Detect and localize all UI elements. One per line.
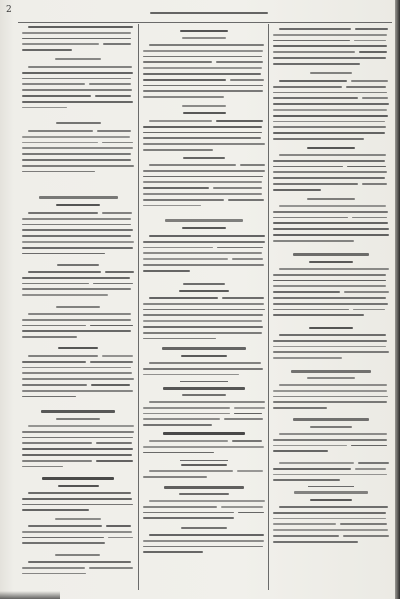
text-line [22, 330, 131, 332]
text-line [149, 440, 228, 442]
text-line [143, 241, 265, 243]
section-heading [164, 486, 244, 489]
text-line [273, 351, 389, 353]
text-line [102, 142, 133, 144]
text-line [28, 355, 98, 357]
text-line [22, 466, 63, 468]
text-line [279, 28, 351, 30]
text-line [28, 271, 101, 273]
text-line [143, 181, 262, 183]
text-line [143, 50, 263, 52]
text-line [273, 92, 387, 94]
text-line [358, 462, 389, 464]
text-line [143, 85, 263, 87]
text-line [355, 468, 386, 470]
text-line [273, 222, 388, 224]
text-line [273, 63, 360, 65]
text-line [273, 57, 386, 59]
text-line [143, 247, 213, 249]
text-line [22, 390, 133, 392]
section-heading [182, 394, 226, 396]
text-line [143, 424, 212, 426]
text-line [143, 506, 217, 508]
text-line [359, 51, 387, 53]
text-line [273, 396, 388, 398]
text-line [22, 159, 131, 161]
text-line [273, 40, 350, 42]
text-line [273, 109, 387, 111]
text-line [22, 361, 86, 363]
text-line [273, 535, 339, 537]
text-line [273, 189, 321, 191]
text-line [106, 525, 132, 527]
text-line [90, 325, 133, 327]
section-heading [310, 72, 352, 74]
text-line [143, 476, 207, 478]
text-line [232, 258, 263, 260]
text-line [22, 247, 133, 249]
text-line [96, 442, 132, 444]
section-rule [180, 460, 229, 461]
text-line [273, 183, 358, 185]
text-line [143, 320, 262, 322]
text-line [273, 346, 386, 348]
text-line [22, 229, 133, 231]
text-line [22, 277, 130, 279]
section-heading [57, 264, 99, 266]
text-line [273, 234, 389, 236]
section-heading [293, 253, 369, 256]
text-line [28, 66, 132, 68]
text-line [22, 32, 131, 34]
section-heading [294, 491, 367, 494]
text-line [143, 176, 263, 178]
text-line [273, 240, 354, 242]
text-line [354, 40, 386, 42]
text-line [22, 171, 95, 173]
text-line [273, 274, 386, 276]
text-line [143, 517, 234, 519]
text-line [353, 309, 385, 311]
text-line [143, 270, 190, 272]
text-line [22, 147, 133, 149]
text-line [143, 56, 262, 58]
text-line [22, 319, 131, 321]
text-line [143, 258, 228, 260]
text-line [273, 291, 340, 293]
text-line [273, 474, 387, 476]
text-line [22, 336, 77, 338]
text-line [22, 378, 134, 380]
section-heading [39, 196, 118, 199]
text-line [22, 241, 134, 243]
scan-edge-right [395, 0, 400, 599]
text-line [89, 83, 131, 85]
text-line [273, 450, 328, 452]
text-line [273, 390, 387, 392]
text-line [95, 95, 131, 97]
text-line [28, 492, 131, 494]
section-heading [163, 387, 245, 390]
text-line [279, 384, 387, 386]
text-line [22, 372, 132, 374]
text-line [273, 115, 388, 117]
text-line [347, 166, 386, 168]
text-line [149, 297, 218, 299]
text-line [22, 49, 72, 51]
text-line [143, 170, 265, 172]
text-line [28, 525, 102, 527]
text-line [28, 313, 131, 315]
text-line [22, 95, 91, 97]
section-heading [55, 518, 101, 520]
text-line [279, 154, 386, 156]
text-line [279, 268, 389, 270]
section-heading [293, 418, 370, 421]
text-line [273, 211, 388, 213]
text-line [279, 433, 387, 435]
text-line [103, 43, 131, 45]
section-heading [310, 499, 353, 501]
text-line [351, 445, 386, 447]
text-line [28, 26, 133, 28]
section-heading [163, 432, 246, 435]
text-line [93, 283, 133, 285]
text-line [273, 541, 358, 543]
text-line [22, 431, 134, 433]
text-line [22, 531, 132, 533]
text-line [355, 28, 388, 30]
section-heading [55, 58, 102, 60]
text-line [273, 529, 388, 531]
text-line [22, 437, 133, 439]
section-heading [307, 147, 354, 149]
text-line [143, 303, 264, 305]
text-line [149, 362, 261, 364]
text-line [96, 460, 133, 462]
text-line [273, 439, 387, 441]
section-heading [165, 219, 243, 222]
text-line [149, 235, 265, 237]
section-heading [183, 112, 226, 114]
text-line [279, 506, 388, 508]
text-line [143, 96, 224, 98]
text-line [105, 271, 134, 273]
text-line [22, 367, 131, 369]
column-divider [268, 24, 269, 590]
text-line [343, 535, 389, 537]
text-line [143, 79, 226, 81]
text-line [143, 252, 262, 254]
text-line [143, 193, 262, 195]
text-line [22, 396, 76, 398]
text-line [22, 78, 131, 80]
text-line [273, 171, 387, 173]
text-line [108, 537, 134, 539]
text-line [221, 506, 262, 508]
text-line [22, 235, 131, 237]
text-line [22, 218, 131, 220]
text-line [149, 534, 264, 536]
text-line [237, 470, 263, 472]
text-line [97, 130, 132, 132]
text-line [89, 567, 133, 569]
section-heading [56, 122, 101, 124]
text-line [22, 142, 98, 144]
text-line [22, 294, 108, 296]
text-line [143, 446, 264, 448]
text-line [273, 518, 386, 520]
text-line [22, 224, 131, 226]
header-rule [18, 22, 392, 23]
text-line [143, 338, 216, 340]
text-line [216, 120, 263, 122]
text-line [273, 512, 386, 514]
section-heading [181, 355, 227, 357]
text-line [143, 540, 264, 542]
column-divider [138, 24, 139, 590]
text-line [228, 199, 264, 201]
text-line [273, 479, 340, 481]
text-line [273, 303, 388, 305]
section-heading [307, 377, 355, 379]
text-line [143, 368, 263, 370]
text-line [362, 183, 387, 185]
text-line [143, 309, 265, 311]
text-line [362, 97, 388, 99]
text-line [28, 561, 131, 563]
text-line [213, 187, 262, 189]
text-line [234, 413, 262, 415]
text-line [273, 121, 385, 123]
text-line [22, 504, 133, 506]
text-line [273, 401, 387, 403]
text-line [238, 512, 265, 514]
text-line [279, 334, 386, 336]
text-line [224, 418, 264, 420]
text-line [22, 448, 133, 450]
text-line [273, 132, 385, 134]
text-line [143, 452, 214, 454]
text-line [143, 326, 263, 328]
text-line [143, 546, 263, 548]
text-line [273, 228, 389, 230]
text-line [22, 43, 99, 45]
section-heading [182, 227, 226, 229]
text-line [143, 418, 220, 420]
text-line [273, 468, 351, 470]
text-line [216, 61, 263, 63]
text-line [273, 297, 386, 299]
text-line [143, 199, 224, 201]
text-line [143, 143, 265, 145]
text-line [22, 83, 85, 85]
text-line [22, 537, 104, 539]
text-line [143, 512, 234, 514]
text-line [143, 332, 262, 334]
section-heading [181, 527, 227, 529]
text-line [351, 80, 389, 82]
text-line [240, 164, 265, 166]
text-line [143, 205, 201, 207]
section-heading [179, 493, 228, 495]
text-line [22, 89, 132, 91]
text-line [149, 120, 212, 122]
text-line [22, 101, 133, 103]
text-line [273, 34, 387, 36]
text-line [143, 264, 264, 266]
text-line [273, 177, 385, 179]
text-line [22, 384, 87, 386]
text-line [22, 573, 86, 575]
text-line [102, 355, 132, 357]
text-line [28, 212, 98, 214]
text-line [149, 500, 265, 502]
text-line [143, 374, 239, 376]
text-line [273, 340, 387, 342]
text-line [22, 454, 132, 456]
text-line [143, 149, 213, 151]
section-heading [55, 554, 100, 556]
section-heading [182, 37, 225, 39]
section-heading [162, 347, 246, 350]
text-line [273, 126, 386, 128]
text-line [273, 407, 327, 409]
text-line [149, 164, 236, 166]
section-heading [182, 105, 226, 107]
text-line [22, 283, 89, 285]
running-header [150, 12, 268, 14]
text-line [22, 567, 85, 569]
section-heading [309, 261, 353, 263]
text-line [273, 138, 364, 140]
text-line [222, 297, 265, 299]
text-line [273, 445, 347, 447]
text-line [340, 523, 387, 525]
text-line [344, 291, 389, 293]
text-line [217, 247, 264, 249]
section-heading [181, 464, 227, 466]
text-line [273, 309, 349, 311]
text-line [273, 45, 387, 47]
section-heading [42, 477, 113, 480]
section-heading [56, 418, 101, 420]
text-line [143, 61, 212, 63]
section-heading [310, 426, 352, 428]
text-line [230, 79, 264, 81]
text-line [279, 205, 386, 207]
section-heading [58, 485, 99, 487]
text-line [279, 462, 354, 464]
text-line [143, 187, 209, 189]
text-line [22, 38, 131, 40]
text-line [91, 384, 130, 386]
text-line [273, 160, 385, 162]
text-line [143, 73, 261, 75]
text-line [143, 413, 230, 415]
text-line [28, 425, 134, 427]
text-line [22, 72, 133, 74]
text-line [149, 470, 233, 472]
text-line [143, 407, 230, 409]
text-line [22, 107, 67, 109]
text-line [102, 212, 131, 214]
text-line [273, 523, 336, 525]
text-line [273, 314, 364, 316]
section-heading [183, 283, 225, 285]
text-line [90, 361, 133, 363]
text-line [143, 551, 203, 553]
text-line [22, 288, 131, 290]
text-line [22, 153, 131, 155]
text-line [273, 285, 386, 287]
text-line [273, 166, 343, 168]
text-line [22, 460, 92, 462]
section-heading [179, 290, 230, 292]
text-line [273, 86, 342, 88]
section-rule [308, 486, 354, 487]
section-heading [307, 198, 356, 200]
text-line [143, 137, 261, 139]
text-line [149, 401, 265, 403]
text-line [273, 357, 342, 359]
text-line [273, 97, 358, 99]
text-line [273, 280, 386, 282]
text-line [232, 440, 262, 442]
text-line [22, 509, 89, 511]
text-line [352, 217, 387, 219]
section-heading [56, 204, 99, 206]
text-line [143, 67, 262, 69]
text-line [273, 217, 348, 219]
section-heading [56, 306, 100, 308]
section-rule [180, 381, 229, 382]
text-line [143, 314, 263, 316]
section-heading [41, 410, 116, 413]
text-line [22, 442, 92, 444]
text-line [22, 498, 132, 500]
text-line [22, 136, 130, 138]
section-heading [183, 157, 225, 159]
text-line [346, 86, 387, 88]
text-line [22, 165, 134, 167]
text-line [273, 51, 355, 53]
section-heading [180, 30, 228, 32]
text-line [143, 126, 262, 128]
section-heading [291, 370, 371, 373]
scan-edge-bottom [0, 591, 60, 599]
text-line [234, 407, 265, 409]
text-line [149, 44, 264, 46]
text-line [143, 132, 262, 134]
text-line [279, 80, 347, 82]
text-line [28, 130, 93, 132]
text-line [22, 325, 86, 327]
section-heading [58, 347, 97, 349]
text-line [22, 542, 105, 544]
text-line [22, 253, 105, 255]
section-heading [309, 327, 353, 329]
text-line [143, 90, 263, 92]
text-line [273, 103, 389, 105]
page-number: 2 [6, 5, 12, 15]
